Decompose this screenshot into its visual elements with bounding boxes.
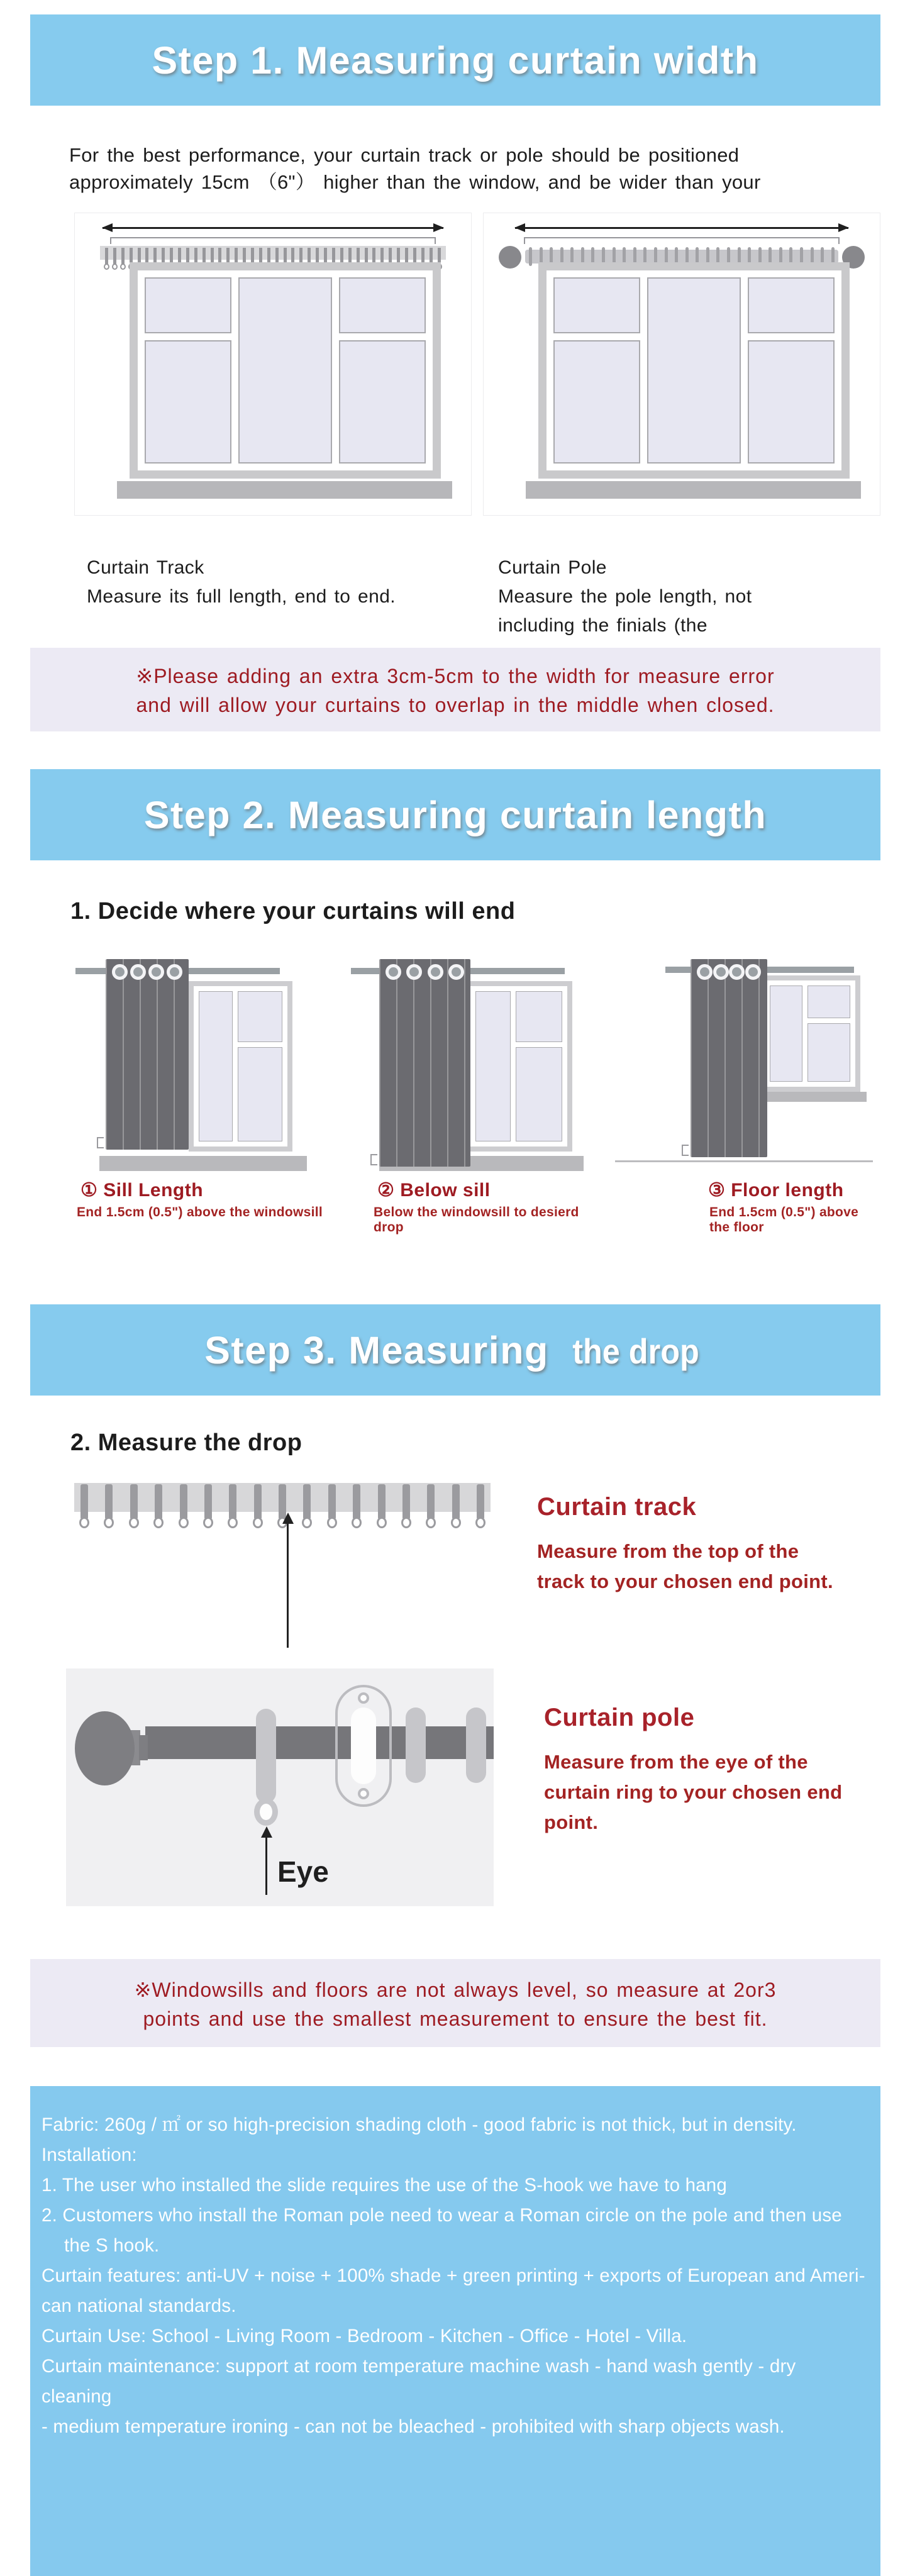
eye-label: Eye [277, 1855, 329, 1888]
bracket-screw [358, 1692, 369, 1704]
curtain-pole-text [544, 1668, 884, 1906]
curtain-track-graphic [100, 246, 446, 260]
caption-title: Curtain Track [87, 557, 204, 578]
window-column [145, 277, 231, 464]
step2-heading: 1. Decide where your curtains will end [70, 898, 516, 924]
option-desc: Below the windowsill to desierd drop [374, 1205, 579, 1235]
window-graphic [130, 262, 441, 479]
option-label: ① Sill Length [80, 1180, 204, 1201]
window-track-illustration [74, 213, 472, 516]
footer-line: Curtain features: anti-UV + noise + 100% shade + green printing + exports of European and Ameri- [42, 2265, 865, 2286]
step1-illustrations [74, 213, 880, 516]
floor-length-illustration [615, 952, 873, 1172]
option-desc: End 1.5cm (0.5") above the windowsill [77, 1205, 323, 1219]
window-column [475, 991, 511, 1141]
floor-line [615, 1160, 873, 1162]
step1-banner-title: Step 1. Measuring curtain width [152, 38, 759, 82]
footer-line: Curtain maintenance: support at room temperature machine wash - hand wash gently - dry cleaning [42, 2356, 796, 2407]
option-below-sill [345, 952, 602, 1235]
step1-intro-line1: For the best performance, your curtain track or pole should be positioned [69, 144, 740, 166]
note-line: ※Windowsills and floors are not always level, so measure at 2or3 [134, 1979, 777, 2001]
curtain-pole-graphic [525, 250, 838, 264]
footer-info [30, 2086, 880, 2576]
step1-intro [30, 142, 880, 196]
curtain-track-text [537, 1483, 877, 1648]
curtain-track-desc [537, 1536, 877, 1597]
window-pane [339, 340, 426, 464]
option-label: ③ Floor length [708, 1180, 844, 1201]
pole-ring [406, 1707, 426, 1783]
window-sill [526, 481, 861, 499]
eye-arrow [265, 1837, 267, 1895]
up-arrow [287, 1523, 289, 1648]
window-column [516, 991, 562, 1141]
window-sill [117, 481, 452, 499]
pole-bar [145, 1726, 494, 1759]
pole-finial-left [499, 246, 521, 269]
wall-bracket [335, 1685, 392, 1807]
curtain-track-title: Curtain track [537, 1493, 697, 1521]
step3-banner [30, 1304, 880, 1396]
window-column [647, 277, 741, 464]
sill-length-illustration [74, 952, 332, 1172]
desc-line: point. [544, 1811, 599, 1833]
window-pane [238, 277, 332, 464]
step3-banner-title [204, 1328, 706, 1372]
width-arrow [103, 227, 443, 229]
step1-captions [74, 553, 880, 640]
window-pane [647, 277, 741, 464]
windowsill [750, 1092, 867, 1102]
pole-finial [75, 1711, 135, 1785]
track-closeup-section [74, 1483, 910, 1648]
step3-heading: 2. Measure the drop [70, 1430, 302, 1456]
note-line: and will allow your curtains to overlap in the middle when closed. [136, 694, 775, 716]
option-sill-length [74, 952, 332, 1235]
measure-bracket [110, 237, 436, 244]
footer-line: 1. The user who installed the slide requires the use of the S-hook we have to hang [42, 2175, 727, 2196]
caption-title: Curtain Pole [498, 557, 607, 578]
window-pane [145, 277, 231, 333]
footer-line: 2. Customers who install the Roman pole need to wear a Roman circle on the pole and then use [42, 2205, 842, 2226]
curtain-pole-desc [544, 1747, 884, 1838]
window-pane [339, 277, 426, 333]
mini-window [465, 981, 572, 1152]
curtain-pole-caption [483, 553, 880, 640]
curtain-pole-title: Curtain pole [544, 1704, 695, 1731]
window-pane [516, 991, 562, 1042]
option-label: ② Below sill [377, 1180, 491, 1201]
track-closeup-graphic [74, 1483, 491, 1648]
window-pane [748, 340, 835, 464]
step3-note [30, 1959, 880, 2047]
note-line: points and use the smallest measurement to ensure the best fit. [143, 2007, 768, 2030]
curtain-graphic [379, 959, 470, 1167]
window-column [238, 277, 332, 464]
step3-banner-sub: the drop [572, 1331, 699, 1371]
pole-ring-hanging [256, 1709, 276, 1803]
step3-banner-main: Step 3. Measuring [204, 1328, 549, 1372]
footer-line: the S hook. [64, 2235, 160, 2256]
caption-line: Measure its full length, end to end. [87, 586, 396, 607]
width-arrow [515, 227, 848, 229]
window-pane [807, 1023, 850, 1082]
step2-banner-title: Step 2. Measuring curtain length [143, 793, 767, 836]
desc-line: track to your chosen end point. [537, 1570, 833, 1592]
window-pane [475, 991, 511, 1141]
caption-line: including the finials (the [498, 615, 707, 636]
window-pane [553, 277, 640, 333]
window-pane [516, 1047, 562, 1141]
window-column [770, 985, 802, 1082]
pole-closeup-graphic [66, 1668, 494, 1906]
window-pane [199, 991, 233, 1141]
curtain-graphic [106, 959, 189, 1150]
ring-eyelet [254, 1798, 278, 1826]
window-pane [238, 1047, 282, 1141]
mini-window [760, 975, 860, 1092]
window-column [553, 277, 640, 464]
footer-line: Fabric: 260g / ㎡ or so high-precision shading cloth - good fabric is not thick, but in density. [42, 2114, 797, 2135]
below-sill-illustration [345, 952, 602, 1172]
curtain-track-caption [74, 553, 472, 640]
step1-note [30, 648, 880, 731]
pole-closeup-section [66, 1668, 910, 1906]
window-column [238, 991, 282, 1141]
footer-line: can national standards. [42, 2296, 236, 2316]
step1-intro-line2: approximately 15cm （6"） higher than the window, and be wider than your [69, 171, 761, 193]
step1-banner [30, 14, 880, 106]
pole-neck [139, 1735, 148, 1760]
window-graphic [538, 262, 850, 479]
window-column [748, 277, 835, 464]
window-pane [553, 340, 640, 464]
curtain-track-bar [74, 1483, 491, 1512]
mini-window [189, 981, 292, 1152]
curtain-grommets [697, 964, 761, 980]
step2-banner [30, 769, 880, 860]
desc-line: Measure from the eye of the [544, 1751, 808, 1773]
curtain-grommets [386, 964, 464, 980]
window-pane [238, 991, 282, 1042]
caption-line: Measure the pole length, not [498, 586, 752, 607]
window-column [339, 277, 426, 464]
footer-line: - medium temperature ironing - can not be bleached - prohibited with sharp objects wash. [42, 2416, 785, 2437]
window-column [807, 985, 850, 1082]
footer-line: Installation: [42, 2145, 137, 2165]
option-floor-length [615, 952, 873, 1235]
measure-bracket [524, 237, 840, 244]
bracket-slot [351, 1707, 376, 1784]
curtain-grommets [112, 964, 182, 980]
option-desc: End 1.5cm (0.5") above the floor [709, 1205, 859, 1235]
step2-options [74, 952, 885, 1235]
pole-ring [466, 1707, 486, 1783]
window-pane [770, 985, 802, 1082]
window-column [199, 991, 233, 1141]
curtain-graphic [691, 959, 767, 1157]
desc-line: Measure from the top of the [537, 1540, 799, 1562]
window-pane [807, 985, 850, 1018]
window-pane [748, 277, 835, 333]
windowsill [99, 1156, 307, 1171]
bracket-screw [358, 1788, 369, 1799]
window-pole-illustration [483, 213, 880, 516]
footer-line: Curtain Use: School - Living Room - Bedroom - Kitchen - Office - Hotel - Villa. [42, 2326, 687, 2346]
window-pane [145, 340, 231, 464]
desc-line: curtain ring to your chosen end [544, 1781, 843, 1803]
note-line: ※Please adding an extra 3cm-5cm to the width for measure error [136, 665, 775, 687]
